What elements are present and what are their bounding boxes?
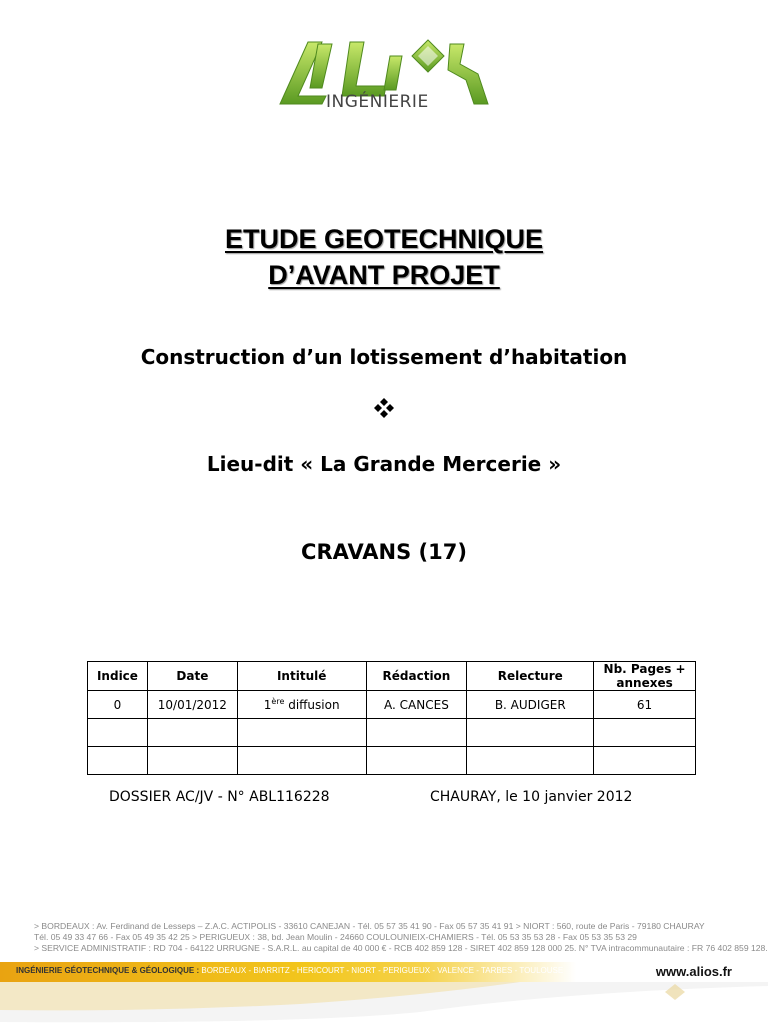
alios-logo — [278, 34, 490, 114]
intitule-number: 1 — [263, 698, 272, 712]
table-header-row — [88, 662, 696, 691]
cell-indice: 0 — [88, 691, 148, 719]
footer-bar-label: INGÉNIERIE GÉOTECHNIQUE & GÉOLOGIQUE : — [16, 966, 200, 975]
footer-address-line: > SERVICE ADMINISTRATIF : RD 704 - 64122 URRUGNE - S.A.R.L. au capital de 40 000 € - RCB 402 859 128 - SIRET 402 859 128 000 25. N° TVA intracommunautaire : FR 76 402 859 128. — [34, 943, 768, 953]
four-diamond-icon — [373, 397, 395, 419]
cell-redaction: A. CANCES — [366, 691, 467, 719]
cell-date: 10/01/2012 — [147, 691, 237, 719]
commune-name: CRAVANS (17) — [301, 540, 467, 564]
footer-bar-text — [16, 966, 563, 975]
project-description: Construction d’un lotissement d’habitation — [140, 345, 628, 369]
header-nb-pages: Nb. Pages + annexes — [594, 662, 696, 691]
footer-address-line: > BORDEAUX : Av. Ferdinand de Lesseps – Z.A.C. ACTIPOLIS - 33610 CANEJAN - Tél. 05 57 35 41 90 - Fax 05 57 35 41 91 > NIORT : 560, route de Paris - 79180 CHAURAY — [34, 921, 705, 931]
header-date: Date — [147, 662, 237, 691]
place-and-date: CHAURAY, le 10 janvier 2012 — [430, 789, 633, 805]
header-redaction: Rédaction — [366, 662, 467, 691]
dossier-reference: DOSSIER AC/JV - N° ABL116228 — [109, 789, 330, 805]
document-title-line1: ETUDE GEOTECHNIQUE — [224, 224, 544, 254]
intitule-text: diffusion — [284, 698, 340, 712]
location-name: Lieu-dit « La Grande Mercerie » — [206, 452, 562, 476]
footer-addresses — [34, 921, 768, 954]
cell-relecture: B. AUDIGER — [467, 691, 594, 719]
header-indice: Indice — [88, 662, 148, 691]
table-row-empty — [88, 747, 696, 775]
table-row-empty — [88, 719, 696, 747]
revision-table — [87, 661, 696, 775]
footer-bar-cities: BORDEAUX - BIARRITZ - HERICOURT - NIORT - PERIGUEUX - VALENCE - TARBES - TOULOUSE — [199, 966, 564, 975]
footer-website-link[interactable]: www.alios.fr — [655, 964, 732, 979]
header-relecture: Relecture — [467, 662, 594, 691]
intitule-superscript: ère — [271, 697, 285, 706]
table-row — [88, 691, 696, 719]
cell-intitule — [237, 691, 366, 719]
footer-decorative-curve — [0, 982, 768, 1024]
cell-pages: 61 — [594, 691, 696, 719]
footer-bar — [0, 962, 768, 982]
footer-address-line: Tél. 05 49 33 47 66 - Fax 05 49 35 42 25 > PERIGUEUX : 38, bd. Jean Moulin - 24660 COULOUNIEIX-CHAMIERS - Tél. 05 53 35 53 28 - Fax 05 53 35 53 29 — [34, 932, 637, 942]
header-intitule: Intitulé — [237, 662, 366, 691]
logo-subtitle: INGÉNIERIE — [326, 92, 429, 112]
document-title-line2: D’AVANT PROJET — [268, 260, 500, 290]
